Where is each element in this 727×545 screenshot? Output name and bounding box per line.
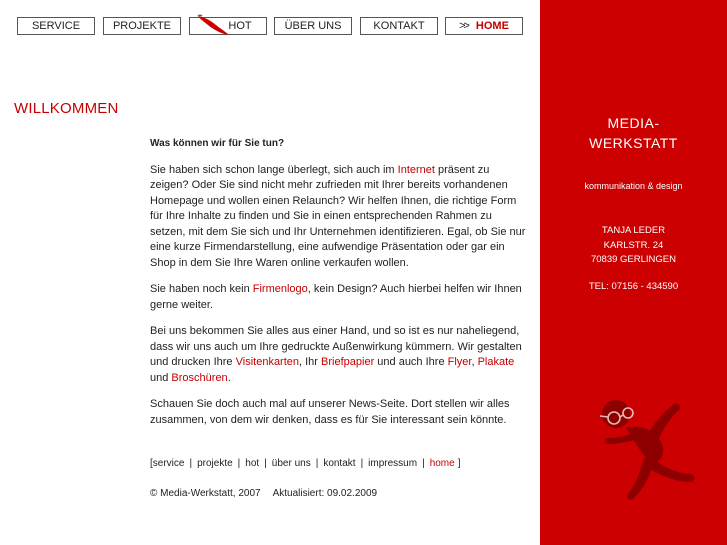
p3-text-a: Bei uns bekommen Sie alles aus einer Hand, und so ist es nur naheliegend, dass wir uns auch um Ihre gedruckte Außenwirkung kümmern. Wir gestalten und drucken Ihre [150, 325, 522, 368]
nav-hot-label: HOT [228, 20, 252, 32]
link-firmenlogo[interactable]: Firmenlogo [252, 283, 308, 295]
brand-line-1: MEDIA- [607, 115, 660, 131]
paragraph-4: Schauen Sie doch auch mal auf unserer News-Seite. Dort stellen wir alles zusammen, von dem wir denken, dass es für Sie interessant sein könnte. [150, 398, 510, 426]
main-content [150, 136, 530, 439]
telephone: TEL: 07156 - 434590 [588, 281, 679, 292]
copyright-line [150, 488, 377, 499]
footer-link-projekte[interactable]: projekte [197, 458, 233, 469]
link-broschueren[interactable]: Broschüren [171, 371, 228, 384]
paragraph-3 [150, 324, 530, 386]
copyright-text: © Media-Werkstatt, 2007 [150, 488, 261, 499]
nav-hot[interactable] [189, 17, 267, 35]
address-block [540, 224, 727, 268]
nav-projekte[interactable]: PROJEKTE [103, 17, 181, 35]
footer-bracket-close: ] [457, 458, 461, 469]
footer-link-impressum[interactable]: impressum [368, 458, 418, 469]
link-internet[interactable]: Internet [397, 163, 435, 176]
tagline: kommunikation & design [584, 181, 683, 191]
p3-text-b: , Ihr [299, 356, 322, 368]
nav-home[interactable] [445, 17, 523, 35]
footer-link-service[interactable]: service [152, 458, 185, 469]
footer-separator: | [264, 458, 267, 469]
link-plakate[interactable]: Plakate [477, 356, 515, 368]
p3-text-d: , [471, 356, 478, 368]
footer-nav [150, 458, 460, 469]
nav-service[interactable]: SERVICE [17, 17, 95, 35]
link-flyer[interactable]: Flyer [447, 356, 472, 368]
link-visitenkarten[interactable]: Visitenkarten [235, 356, 300, 368]
p3-text-f: . [227, 371, 231, 384]
p1-text-a: Sie haben sich schon lange überlegt, sich auch im [150, 163, 398, 176]
footer-link-hot[interactable]: hot [245, 458, 260, 469]
address-street: KARLSTR. 24 [603, 239, 664, 251]
chili-pepper-icon [196, 14, 230, 36]
brand-name [540, 113, 727, 153]
brand-line-2: WERKSTATT [589, 135, 678, 151]
footer-link-kontakt[interactable]: kontakt [323, 458, 356, 469]
intro-question: Was können wir für Sie tun? [150, 138, 285, 149]
footer-separator: | [237, 458, 241, 469]
link-briefpapier[interactable]: Briefpapier [321, 356, 375, 368]
paragraph-1 [150, 163, 530, 272]
address-city: 70839 GERLINGEN [590, 254, 676, 265]
p3-text-c: und auch Ihre [374, 356, 448, 368]
paragraph-2 [150, 282, 530, 313]
footer-link-ueber-uns[interactable]: über uns [271, 458, 311, 469]
nav-home-label: HOME [475, 20, 509, 32]
footer-separator: | [189, 458, 193, 469]
running-figure-icon [570, 390, 700, 505]
footer-separator: | [315, 458, 319, 469]
last-updated: Aktualisiert: 09.02.2009 [272, 488, 378, 499]
sidebar [540, 0, 727, 545]
chevron-right-icon: >> [459, 20, 468, 32]
p3-text-e: und [150, 371, 172, 384]
footer-separator: | [422, 458, 425, 469]
address-name: TANJA LEDER [601, 225, 666, 236]
p1-text-b: präsent zu zeigen? Oder Sie sind nicht mehr zufrieden mit Ihrer bereits vorhandenen Homepage und wollen einen Relaunch? Wir helfen Ihnen, die richtige Form für Ihre Inhalte zu finden und Sie in einen entsprechenden Rahmen zu setzen, mit dem Sie sich und Ihr Unternehmen identifizieren. Egal, ob Sie nur eine kurze Firmendarstellung, eine aufwendige Präsentation oder gar ein Shop in dem Sie Ihre Waren online verkaufen wollen. [150, 163, 526, 269]
footer-separator: | [360, 458, 364, 469]
nav-kontakt[interactable]: KONTAKT [360, 17, 438, 35]
footer-bracket-open: [ [150, 458, 153, 469]
p2-text-b: , kein Design? Auch hierbei helfen wir Ihnen gerne weiter. [150, 283, 522, 311]
footer-link-home[interactable]: home [429, 458, 455, 469]
page-title: WILLKOMMEN [14, 100, 119, 117]
nav-ueber-uns[interactable]: ÜBER UNS [274, 17, 352, 35]
p2-text-a: Sie haben noch kein [150, 283, 253, 295]
